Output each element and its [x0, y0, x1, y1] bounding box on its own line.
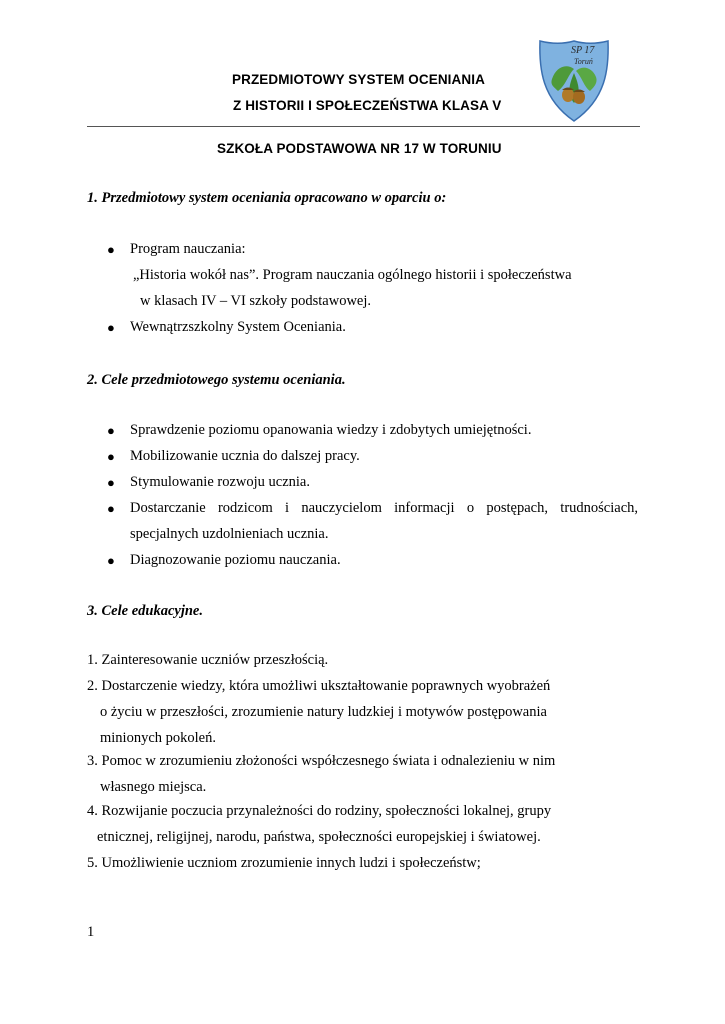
s2-bullet4-line2: specjalnych uzdolnieniach ucznia. [130, 526, 329, 542]
page-number: 1 [87, 924, 95, 940]
s2-bullet3: Stymulowanie rozwoju ucznia. [130, 474, 310, 490]
s3-item2-line3: minionych pokoleń. [100, 730, 216, 746]
s2-bullet4-line1: Dostarczanie rodzicom i nauczycielom informacji o postępach, trudnościach, [130, 500, 638, 516]
s2-bullet1: Sprawdzenie poziomu opanowania wiedzy i zdobytych umiejętności. [130, 422, 532, 438]
s1-bullet1: Program nauczania: [130, 241, 246, 257]
bullet-icon: ● [107, 320, 115, 335]
bullet-icon: ● [107, 423, 115, 438]
logo-text-sp17: SP 17 [571, 45, 595, 56]
school-name-heading: SZKOŁA PODSTAWOWA NR 17 W TORUNIU [217, 141, 502, 156]
s3-item3-line2: własnego miejsca. [100, 779, 207, 795]
s3-item2-line1: 2. Dostarczenie wiedzy, która umożliwi ukształtowanie poprawnych wyobrażeń [87, 678, 551, 694]
header-title-line1: PRZEDMIOTOWY SYSTEM OCENIANIA [232, 72, 485, 87]
bullet-icon: ● [107, 475, 115, 490]
s3-item5: 5. Umożliwienie uczniom zrozumienie innych ludzi i społeczeństw; [87, 855, 481, 871]
s1-bullet1-cont1: „Historia wokół nas”. Program nauczania ogólnego historii i społeczeństwa [133, 267, 572, 283]
section1-heading: 1. Przedmiotowy system oceniania opracowano w oparciu o: [87, 190, 447, 206]
header-title-line2: Z HISTORII I SPOŁECZEŃSTWA KLASA V [233, 98, 502, 113]
s2-bullet2: Mobilizowanie ucznia do dalszej pracy. [130, 448, 360, 464]
bullet-icon: ● [107, 501, 115, 516]
s3-item1: 1. Zainteresowanie uczniów przeszłością. [87, 652, 329, 668]
s1-bullet1-cont2: w klasach IV – VI szkoły podstawowej. [140, 293, 372, 309]
s3-item4-line2: etnicznej, religijnej, narodu, państwa, społeczności europejskiej i światowej. [97, 829, 541, 845]
section3-heading: 3. Cele edukacyjne. [87, 603, 203, 619]
section2-heading: 2. Cele przedmiotowego systemu oceniania. [87, 372, 346, 388]
school-logo [538, 39, 610, 123]
bullet-icon: ● [107, 553, 115, 568]
bullet-icon: ● [107, 449, 115, 464]
s2-bullet5: Diagnozowanie poziomu nauczania. [130, 552, 341, 568]
bullet-icon: ● [107, 242, 115, 257]
logo-text-torun: Toruń [574, 57, 593, 66]
header-divider [87, 126, 640, 127]
s1-bullet2: Wewnątrzszkolny System Oceniania. [130, 319, 346, 335]
s3-item3-line1: 3. Pomoc w zrozumieniu złożoności współczesnego świata i odnalezieniu w nim [87, 753, 556, 769]
s3-item4-line1: 4. Rozwijanie poczucia przynależności do rodziny, społeczności lokalnej, grupy [87, 803, 552, 819]
s3-item2-line2: o życiu w przeszłości, zrozumienie natury ludzkiej i motywów postępowania [100, 704, 547, 720]
